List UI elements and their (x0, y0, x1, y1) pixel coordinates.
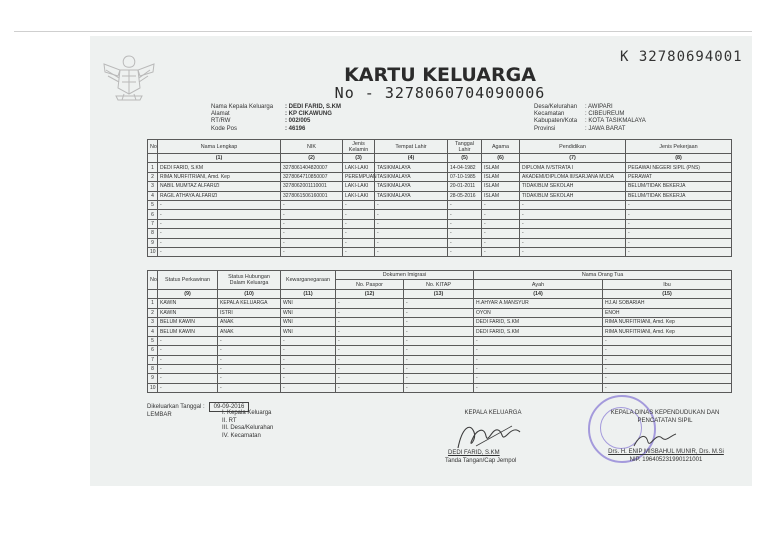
table-cell: - (448, 247, 482, 256)
table-cell: NABIL MUMTAZ ALFARIZI (158, 182, 281, 191)
table-cell: DEDI FARID, S.KM (474, 317, 603, 326)
table-cell: TASIKMALAYA (375, 172, 448, 181)
header-label: Desa/Kelurahan (534, 104, 578, 110)
table-cell: RIMA NURFITRIANI, Amd. Kep (603, 317, 732, 326)
table-cell: - (626, 219, 732, 228)
table-cell: - (603, 346, 732, 355)
column-number: (2) (281, 154, 343, 163)
header-value: : JAWA BARAT (585, 125, 626, 132)
table-cell: - (626, 247, 732, 256)
dinas-title-2: PENCATATAN SIPIL (637, 418, 693, 424)
table-row (148, 247, 732, 256)
table-cell: - (336, 336, 404, 345)
table-cell: - (520, 219, 626, 228)
table-cell: 1 (148, 163, 158, 172)
header-value: : KP CIKAWUNG (285, 111, 332, 118)
table-cell: - (482, 229, 520, 238)
col-subheader: Ayah (474, 280, 603, 289)
table-cell: - (336, 374, 404, 383)
table-cell: - (603, 336, 732, 345)
table-cell: - (404, 383, 474, 392)
table-row (148, 317, 732, 326)
header-right-labels (534, 104, 577, 133)
header-label: Kode Pos (211, 125, 238, 132)
table-cell: - (343, 229, 375, 238)
table-cell: - (158, 219, 281, 228)
column-number: (1) (158, 154, 281, 163)
column-number: (3) (343, 154, 375, 163)
table-cell: - (281, 238, 343, 247)
table-cell: LAKI-LAKI (343, 182, 375, 191)
table-cell: 3278062001110001 (281, 182, 343, 191)
table-cell: - (158, 346, 218, 355)
table-cell: - (218, 346, 281, 355)
table-cell: 8 (148, 229, 158, 238)
table-cell: - (343, 219, 375, 228)
table-cell: 14-04-1982 (448, 163, 482, 172)
header-label: Nama Kepala Keluarga (211, 104, 274, 110)
table-cell: 1 (148, 299, 158, 308)
kk-number: No - 3278060704090006 (334, 84, 546, 102)
header-value: : KOTA TASIKMALAYA (585, 118, 646, 125)
table-cell: LAKI-LAKI (343, 163, 375, 172)
table-cell: - (281, 383, 336, 392)
table-cell: - (404, 346, 474, 355)
table-row (148, 191, 732, 200)
scan-top-border (14, 31, 752, 32)
kepala-caption: Tanda Tangan/Cap Jempol (445, 458, 517, 464)
issued-label: Dikeluarkan Tanggal (147, 404, 202, 410)
table-cell: - (375, 200, 448, 209)
issued-colon: : (202, 404, 205, 410)
table-row (148, 200, 732, 209)
column-number: (14) (474, 289, 603, 298)
col-header: No (148, 140, 158, 154)
table-cell: - (281, 229, 343, 238)
dinas-title-1: KEPALA DINAS KEPENDUDUKAN DAN (610, 410, 720, 416)
column-number: (7) (520, 154, 626, 163)
column-number: (12) (336, 289, 404, 298)
table-cell: - (336, 299, 404, 308)
table-cell: OYON (474, 308, 603, 317)
table-cell: - (375, 247, 448, 256)
table-cell: - (474, 374, 603, 383)
col-subheader: Ibu (603, 280, 732, 289)
table-cell: H.AHYAR A.MANSYUR (474, 299, 603, 308)
column-number-row (148, 289, 732, 298)
table-cell: - (336, 308, 404, 317)
table-cell: - (603, 383, 732, 392)
table-cell: 7 (148, 355, 158, 364)
kepala-signature-icon (452, 418, 526, 454)
header-left-values (285, 104, 341, 133)
table-cell: - (520, 238, 626, 247)
col-header: Jenis Kelamin (343, 140, 375, 154)
issued-date: 09-09-2016 (209, 402, 250, 412)
table-row (148, 308, 732, 317)
table-cell: 7 (148, 219, 158, 228)
table-cell: - (158, 200, 281, 209)
table-cell: TASIKMALAYA (375, 163, 448, 172)
column-number: (13) (404, 289, 474, 298)
header-label: Kabupaten/Kota (534, 118, 578, 125)
table-cell: ISLAM (482, 163, 520, 172)
table-row (148, 219, 732, 228)
dinas-name: Drs. H. ENIP MISBAHUL MUNIR, Drs. M.Si (608, 449, 724, 455)
table-cell: - (281, 355, 336, 364)
table-row (148, 238, 732, 247)
table-cell: DEDI FARID, S.KM (158, 163, 281, 172)
table-cell: - (281, 200, 343, 209)
table-cell: - (218, 374, 281, 383)
column-number: (4) (375, 154, 448, 163)
col-header: Agama (482, 140, 520, 154)
table-cell: - (626, 210, 732, 219)
table-cell: 3278061506160001 (281, 191, 343, 200)
dinas-nip: NIP. 196405231990121001 (629, 457, 703, 463)
table-cell: - (603, 364, 732, 373)
table-cell: RIMA NURFITRIANI, Amd. Kep (603, 327, 732, 336)
table-cell: RAGIL ATHAYA ALFARIZI (158, 191, 281, 200)
column-number: (6) (482, 154, 520, 163)
table-row (148, 374, 732, 383)
lembar-label: LEMBAR (147, 412, 172, 418)
table-cell: - (218, 364, 281, 373)
col-header: Jenis Pekerjaan (626, 140, 732, 154)
table-cell: - (375, 238, 448, 247)
table-cell: - (474, 364, 603, 373)
civil-status-table (147, 270, 732, 393)
table-cell: - (281, 374, 336, 383)
table-cell: - (158, 374, 218, 383)
table-cell: ISTRI (218, 308, 281, 317)
table-cell: - (336, 383, 404, 392)
table-cell: LAKI-LAKI (343, 191, 375, 200)
header-value: : 002/005 (285, 118, 311, 125)
table-cell: - (474, 355, 603, 364)
lembar-item: III. Desa/Kelurahan (222, 425, 274, 432)
table-cell: WNI (281, 327, 336, 336)
table-cell: ANAK (218, 317, 281, 326)
table-cell: - (404, 308, 474, 317)
table-row (148, 336, 732, 345)
garuda-emblem-icon (100, 48, 158, 104)
column-number: (11) (281, 289, 336, 298)
table-row (148, 229, 732, 238)
table-cell: - (218, 383, 281, 392)
table-cell: BELUM/TIDAK BEKERJA (626, 182, 732, 191)
table-cell: - (448, 238, 482, 247)
col-header: Nama Orang Tua (474, 271, 732, 280)
table-cell: - (336, 327, 404, 336)
table-cell: - (336, 364, 404, 373)
table-cell: - (158, 238, 281, 247)
table-cell: - (375, 229, 448, 238)
table-cell: 8 (148, 364, 158, 373)
table-cell: - (281, 219, 343, 228)
table-cell: BELUM/TIDAK BEKERJA (626, 191, 732, 200)
table-cell: 9 (148, 238, 158, 247)
header-value: : AWIPARI (585, 104, 613, 110)
serial-number: K 32780694001 (620, 49, 743, 65)
table-cell: TASIKMALAYA (375, 191, 448, 200)
table-cell: - (336, 317, 404, 326)
table-row (148, 182, 732, 191)
table-cell: 5 (148, 200, 158, 209)
table-cell: - (343, 238, 375, 247)
table-row (148, 355, 732, 364)
table-cell: - (404, 327, 474, 336)
kepala-keluarga-title: KEPALA KELUARGA (464, 410, 522, 416)
table-cell: TIDAK/BLM SEKOLAH (520, 182, 626, 191)
table-cell: ISLAM (482, 191, 520, 200)
table-cell: - (375, 219, 448, 228)
table-cell: WNI (281, 317, 336, 326)
table-cell: KEPALA KELUARGA (218, 299, 281, 308)
table-cell: - (158, 229, 281, 238)
table-cell: 5 (148, 336, 158, 345)
table-row (148, 327, 732, 336)
table-cell: - (404, 336, 474, 345)
table-cell: 3278064710850007 (281, 172, 343, 181)
header-label: RT/RW (211, 118, 231, 125)
table-row (148, 383, 732, 392)
table-cell: - (218, 336, 281, 345)
header-label: Alamat (211, 111, 230, 118)
column-number: (5) (448, 154, 482, 163)
table-cell: - (158, 210, 281, 219)
table-row (148, 364, 732, 373)
table-cell: - (626, 229, 732, 238)
table-cell: - (158, 383, 218, 392)
column-number: (8) (626, 154, 732, 163)
table-cell: - (336, 355, 404, 364)
col-header: Tanggal Lahir (448, 140, 482, 154)
table-cell: - (404, 364, 474, 373)
table-cell: - (158, 247, 281, 256)
table-cell: 2 (148, 308, 158, 317)
lembar-item: I. Kepala Keluarga (222, 410, 272, 416)
header-label: Kecamatan (534, 111, 565, 118)
table-cell: - (626, 238, 732, 247)
table-cell: BELUM KAWIN (158, 327, 218, 336)
header-value: : 46196 (285, 125, 306, 132)
table-cell: 9 (148, 374, 158, 383)
table-cell: TIDAK/BLM SEKOLAH (520, 191, 626, 200)
col-header: Pendidikan (520, 140, 626, 154)
table-cell: - (448, 229, 482, 238)
column-number (148, 154, 158, 163)
table-cell: - (474, 383, 603, 392)
table-cell: ISLAM (482, 172, 520, 181)
table-cell: 4 (148, 327, 158, 336)
table-cell: PERAWAT (626, 172, 732, 181)
table-cell: - (520, 247, 626, 256)
table-cell: - (404, 299, 474, 308)
col-header: Nama Lengkap (158, 140, 281, 154)
lembar-item: II. RT (222, 417, 237, 424)
lembar-list (222, 410, 273, 440)
table-cell: KAWIN (158, 299, 218, 308)
col-header: Status Hubungan Dalam Keluarga (218, 271, 281, 290)
header-left-labels (211, 104, 273, 133)
table-cell: 20-01-2011 (448, 182, 482, 191)
table-cell: PEREMPUAN (343, 172, 375, 181)
table-cell: - (158, 364, 218, 373)
table-cell: - (482, 247, 520, 256)
table-cell: - (520, 200, 626, 209)
table-cell: ISLAM (482, 182, 520, 191)
header-right-values (585, 104, 646, 133)
table-cell: 10 (148, 247, 158, 256)
table-cell: 3 (148, 317, 158, 326)
table-cell: - (343, 247, 375, 256)
table-cell: 28-05-2016 (448, 191, 482, 200)
table-cell: - (474, 346, 603, 355)
table-cell: - (343, 210, 375, 219)
table-cell: 2 (148, 172, 158, 181)
table-cell: AKADEMI/DIPLOMA III/SARJANA MUDA (520, 172, 626, 181)
table-cell: - (158, 336, 218, 345)
table-cell: DEDI FARID, S.KM (474, 327, 603, 336)
header-label: Provinsi (534, 125, 556, 132)
table-cell: - (343, 200, 375, 209)
table-cell: - (281, 247, 343, 256)
header-value: : CIBEUREUM (585, 111, 625, 118)
table-cell: HJ.AI SOBARIAH (603, 299, 732, 308)
table-cell: WNI (281, 299, 336, 308)
table-cell: - (336, 346, 404, 355)
table-row (148, 299, 732, 308)
document-title: KARTU KELUARGA (344, 64, 536, 86)
table-cell: - (404, 317, 474, 326)
table-cell: - (603, 355, 732, 364)
table-row (148, 163, 732, 172)
table-cell: 6 (148, 346, 158, 355)
column-number: (10) (218, 289, 281, 298)
table-cell: - (281, 336, 336, 345)
kepala-name: DEDI FARID, S.KM (448, 450, 500, 456)
table-cell: BELUM KAWIN (158, 317, 218, 326)
table-cell: RIMA NURFITRIANI, Amd. Kep (158, 172, 281, 181)
table-cell: ENOH (603, 308, 732, 317)
table-cell: - (482, 219, 520, 228)
table-cell: - (482, 238, 520, 247)
table-cell: - (603, 374, 732, 383)
col-header: Status Perkawinan (158, 271, 218, 290)
column-number-row (148, 154, 732, 163)
table-cell: - (520, 210, 626, 219)
col-subheader: No. KITAP (404, 280, 474, 289)
col-header: Kewarganegaraan (281, 271, 336, 290)
table-cell: - (482, 200, 520, 209)
table-cell: 3 (148, 182, 158, 191)
table-cell: - (281, 346, 336, 355)
table-cell: 10 (148, 383, 158, 392)
col-header: Dokumen Imigrasi (336, 271, 474, 280)
table-row (148, 346, 732, 355)
table-cell: - (448, 200, 482, 209)
table-cell: WNI (281, 308, 336, 317)
header-value: : DEDI FARID, S.KM (285, 104, 342, 110)
table-cell: 3278061404820007 (281, 163, 343, 172)
col-header: Tempat Lahir (375, 140, 448, 154)
table-cell: - (404, 374, 474, 383)
table-cell: - (448, 210, 482, 219)
table-cell: 07-10-1985 (448, 172, 482, 181)
table-cell: TASIKMALAYA (375, 182, 448, 191)
table-cell: 6 (148, 210, 158, 219)
table-cell: 4 (148, 191, 158, 200)
table-cell: - (474, 336, 603, 345)
table-cell: - (520, 229, 626, 238)
col-header: No. (148, 271, 158, 290)
table-cell: - (218, 355, 281, 364)
col-header: NIK (281, 140, 343, 154)
table-cell: - (448, 219, 482, 228)
table-cell: - (375, 210, 448, 219)
table-cell: KAWIN (158, 308, 218, 317)
family-members-table (147, 139, 732, 257)
table-cell: - (158, 355, 218, 364)
table-cell: DIPLOMA IV/STRATA I (520, 163, 626, 172)
table-cell: - (626, 200, 732, 209)
table-cell: - (482, 210, 520, 219)
table-cell: PEGAWAI NEGERI SIPIL (PNS) (626, 163, 732, 172)
table-cell: ANAK (218, 327, 281, 336)
table-cell: - (281, 210, 343, 219)
table-row (148, 210, 732, 219)
table-cell: - (281, 364, 336, 373)
col-subheader: No. Paspor (336, 280, 404, 289)
column-number: (15) (603, 289, 732, 298)
table-row (148, 172, 732, 181)
lembar-item: IV. Kecamatan (222, 432, 261, 439)
column-number (148, 289, 158, 298)
table-cell: - (404, 355, 474, 364)
column-number: (9) (158, 289, 218, 298)
